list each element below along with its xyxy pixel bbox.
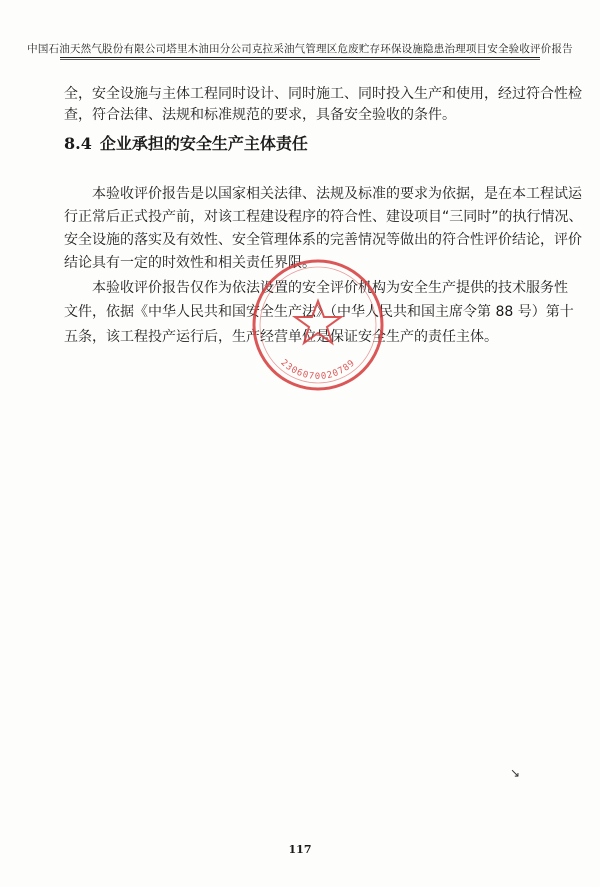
- seal-serial: 2306070020789: [278, 357, 358, 382]
- seal-star-icon: [295, 301, 341, 343]
- seal-outer-ring: [254, 261, 382, 389]
- official-seal-stamp: [248, 255, 388, 395]
- body-line: 查，符合法律、法规和标准规范的要求，具备安全验收的条件。: [64, 107, 456, 123]
- page-number: 117: [288, 843, 312, 856]
- seal-inner-ring: [260, 267, 376, 383]
- header-rule-thin: [60, 59, 540, 60]
- paragraph-line: 本验收评价报告仅作为依法设置的安全评价机构为安全生产提供的技术服务性: [92, 280, 568, 296]
- corner-mark: ↘: [510, 766, 521, 780]
- running-header: 中国石油天然气股份有限公司塔里木油田分公司克拉采油气管理区危废贮存环保设施隐患治理项目安全验收评价报告: [27, 43, 573, 55]
- body-line: 全，安全设施与主体工程同时设计、同时施工、同时投入生产和使用，经过符合性检: [64, 86, 582, 102]
- section-title-text: 企业承担的安全生产主体责任: [99, 134, 308, 153]
- paragraph-line: 结论具有一定的时效性和相关责任界限。: [64, 255, 316, 271]
- header-rule: [60, 57, 540, 58]
- paragraph-line: 本验收评价报告是以国家相关法律、法规及标准的要求为依据，是在本工程试运: [92, 186, 582, 202]
- section-heading: [64, 131, 308, 154]
- paragraph-line: 安全设施的落实及有效性、安全管理体系的完善情况等做出的符合性评价结论，评价: [64, 232, 582, 248]
- section-number: 8.4: [64, 134, 92, 153]
- paragraph-line: 五条，该工程投产运行后，生产经营单位是保证安全生产的责任主体。: [64, 329, 498, 345]
- paragraph-line: 行正常后正式投产前，对该工程建设程序的符合性、建设项目“三同时”的执行情况、: [64, 209, 583, 225]
- paragraph-line: 文件，依据《中华人民共和国安全生产法》（中华人民共和国主席令第 88 号）第十: [64, 304, 574, 320]
